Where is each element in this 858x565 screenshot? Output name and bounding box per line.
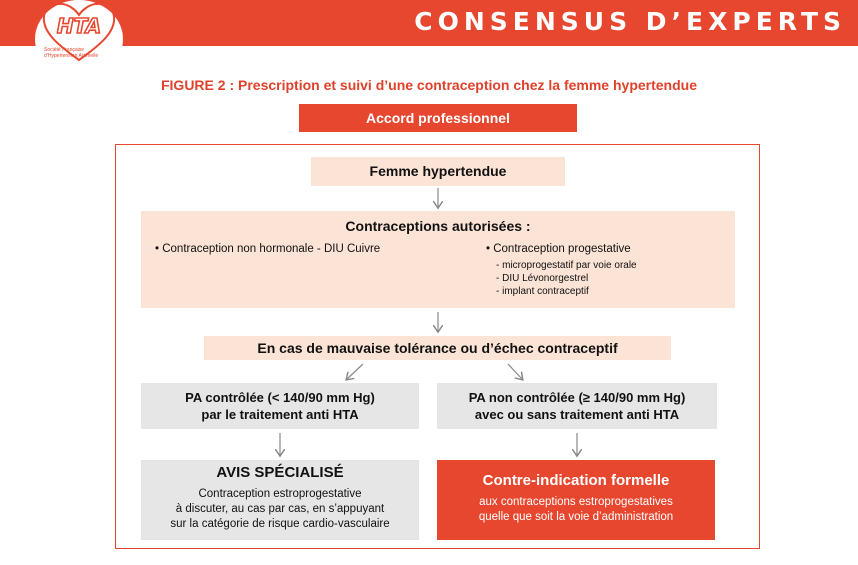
contraindication-title: Contre-indication formelle bbox=[482, 472, 670, 489]
pa-controlled-line1: PA contrôlée (< 140/90 mm Hg) bbox=[185, 390, 375, 405]
list-item: - implant contraceptif bbox=[496, 286, 589, 297]
contraindication-line2: quelle que soit la voie d’administration bbox=[478, 511, 674, 523]
figure-title: FIGURE 2 : Prescription et suivi d’une contraception chez la femme hypertendue bbox=[160, 77, 697, 93]
start-node: Femme hypertendue bbox=[311, 157, 565, 186]
logo-society-line2: d’Hypertension Artérielle bbox=[44, 53, 99, 59]
list-item: - microprogestatif par voie orale bbox=[496, 260, 637, 271]
arrow-condition-to-right bbox=[508, 364, 522, 379]
allowed-left-bullet: • Contraception non hormonale - DIU Cuivre bbox=[155, 243, 381, 255]
allowed-right-bullet: • Contraception progestative bbox=[486, 243, 631, 255]
logo-society-line1: Société Française bbox=[44, 47, 85, 53]
contraindication-line1: aux contraceptions estroprogestatives bbox=[479, 496, 673, 508]
specialist-opinion-line2: à discuter, au cas par cas, en s’appuyant bbox=[175, 503, 385, 515]
pa-controlled-line2: par le traitement anti HTA bbox=[201, 407, 359, 422]
specialist-opinion-line1: Contraception estroprogestative bbox=[198, 488, 362, 500]
pa-uncontrolled-line1: PA non contrôlée (≥ 140/90 mm Hg) bbox=[468, 390, 686, 405]
logo-acronym: HTA bbox=[56, 14, 102, 38]
accord-badge: Accord professionnel bbox=[299, 104, 577, 132]
condition-node: En cas de mauvaise tolérance ou d’échec contraceptif bbox=[204, 336, 671, 360]
specialist-opinion-title: AVIS SPÉCIALISÉ bbox=[216, 464, 344, 481]
allowed-title: Contraceptions autorisées : bbox=[345, 218, 531, 234]
header-title: CONSENSUS D’EXPERTS bbox=[414, 7, 846, 36]
arrow-condition-to-left bbox=[347, 364, 363, 379]
list-item: - DIU Lévonorgestrel bbox=[496, 273, 589, 284]
pa-uncontrolled-line2: avec ou sans traitement anti HTA bbox=[474, 407, 680, 422]
specialist-opinion-line3: sur la catégorie de risque cardio-vasculaire bbox=[170, 518, 390, 530]
